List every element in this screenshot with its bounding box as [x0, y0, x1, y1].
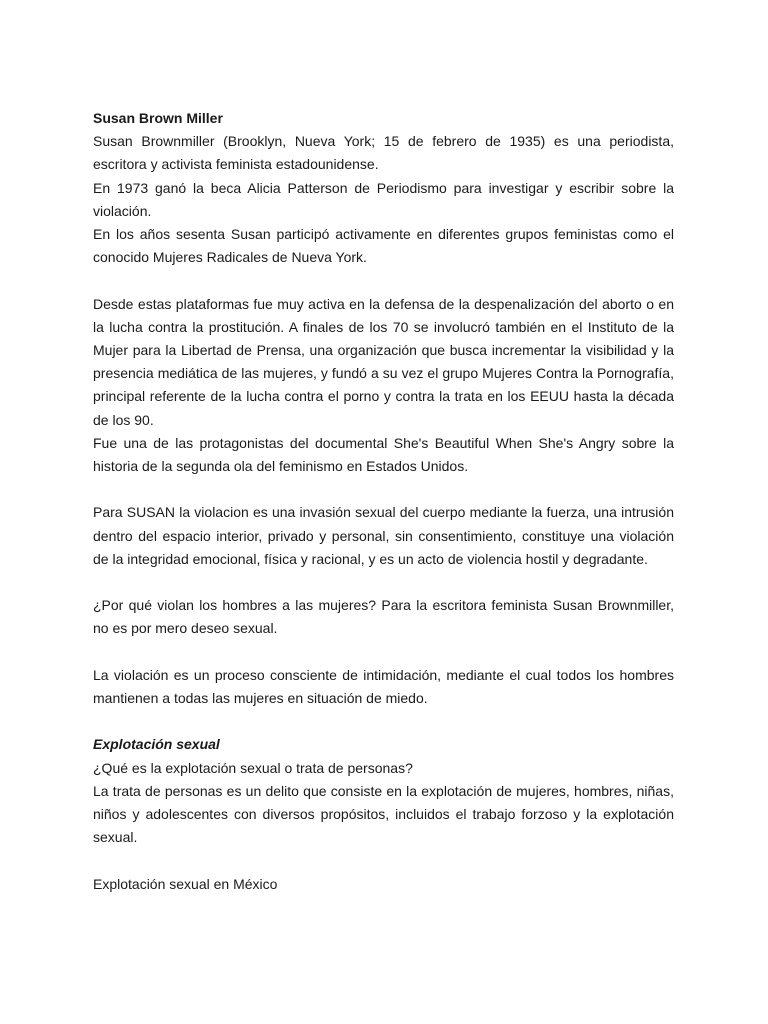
spacer	[93, 641, 674, 664]
document-heading: Susan Brown Miller	[93, 110, 223, 126]
intro-paragraph-3: En los años sesenta Susan participó activamente en diferentes grupos feministas como el conocido Mujeres Radicales de Nueva York.	[93, 226, 674, 266]
section-answer: La trata de personas es un delito que consiste en la explotación de mujeres, hombres, niñas, niños y adolescentes con diversos propósitos, incluidos el trabajo forzoso y la explotación sexual.	[93, 782, 674, 846]
activism-paragraph-2: Fue una de las protagonistas del documental She's Beautiful When She's Angry sobre la historia de la segunda ola del feminismo en Estados Unidos.	[93, 434, 674, 475]
definition-paragraph: Para SUSAN la violacion es una invasión sexual del cuerpo mediante la fuerza, una intrusión dentro del espacio interior, privado y personal, sin consentimiento, constituye una violación de la integridad emocional, física y racional, y es un acto de violencia hostil y degradante.	[93, 504, 674, 567]
question-paragraph: ¿Por qué violan los hombres a las mujeres? Para la escritora feminista Susan Brownmiller, no es por mero deseo sexual.	[93, 597, 674, 637]
spacer	[93, 710, 674, 733]
intro-paragraph-1: Susan Brownmiller (Brooklyn, Nueva York; 15 de febrero de 1935) es una periodista, escritora y activista feminista estadounidense.	[93, 133, 674, 173]
section-heading-explotacion: Explotación sexual	[93, 736, 220, 753]
spacer	[93, 571, 674, 594]
document-page	[93, 107, 674, 896]
spacer	[93, 478, 674, 501]
intro-paragraph-2: En 1973 ganó la beca Alicia Patterson de Periodismo para investigar y escribir sobre la violación.	[93, 179, 674, 219]
spacer	[93, 269, 674, 292]
spacer	[93, 849, 674, 872]
section-title-mexico: Explotación sexual en México	[93, 875, 278, 892]
section-question: ¿Qué es la explotación sexual o trata de personas?	[93, 759, 413, 776]
process-paragraph: La violación es un proceso consciente de intimidación, mediante el cual todos los hombres mantienen a todas las mujeres en situación de miedo.	[93, 666, 674, 707]
activism-paragraph-1: Desde estas plataformas fue muy activa en la defensa de la despenalización del aborto o en la lucha contra la prostitución. A finales de los 70 se involucró también en el Instituto de la Mujer para la Libertad de Prensa, una organización que busca incrementar la visibilidad y la presencia mediática de las mujeres, y fundó a su vez el grupo Mujeres Contra la Pornografía, principal referente de la lucha contra el porno y contra la trata en los EEUU hasta la década de los 90.	[93, 295, 674, 428]
